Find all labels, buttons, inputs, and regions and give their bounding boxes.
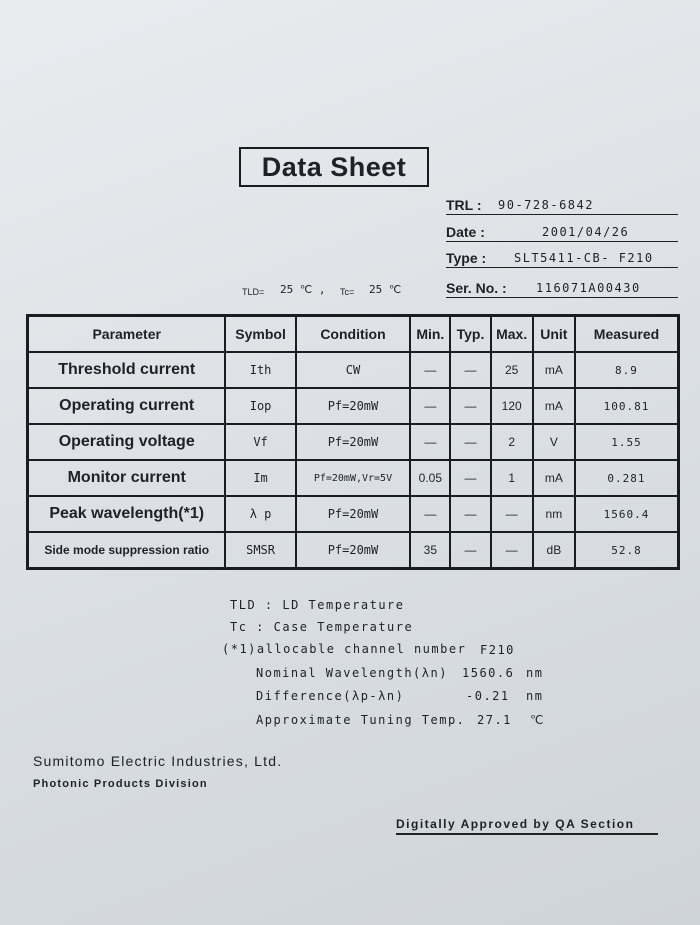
serno-value: 116071A00430: [536, 281, 641, 295]
max-cell: —: [491, 496, 533, 532]
tc-cond-label: Tc=: [340, 287, 355, 297]
note-tld: TLD : LD Temperature: [230, 598, 405, 612]
table-row: [28, 532, 679, 569]
note-tuning-value: 27.1: [477, 713, 512, 727]
min-cell: —: [410, 388, 450, 424]
table-header-row: [28, 316, 679, 353]
measured-cell: 1.55: [575, 424, 679, 460]
tld-cond-label: TLD=: [242, 287, 265, 297]
max-cell: —: [491, 532, 533, 569]
max-cell: 2: [491, 424, 533, 460]
condition-cell: Pf=20mW: [296, 496, 411, 532]
min-cell: 35: [410, 532, 450, 569]
unit-cell: nm: [533, 496, 575, 532]
note-channel-value: F210: [480, 643, 515, 657]
document-title: Data Sheet: [239, 147, 429, 187]
condition-cell: Pf=20mW: [296, 388, 411, 424]
trl-value: 90-728-6842: [498, 198, 594, 212]
min-cell: —: [410, 496, 450, 532]
symbol-cell: λ p: [225, 496, 295, 532]
typ-cell: —: [450, 352, 490, 388]
col-max: Max.: [491, 316, 533, 353]
param-cell: Threshold current: [28, 352, 226, 388]
note-tc: Tc : Case Temperature: [230, 620, 414, 634]
serno-row: [446, 275, 678, 298]
unit-cell: dB: [533, 532, 575, 569]
unit-cell: mA: [533, 460, 575, 496]
col-measured: Measured: [575, 316, 679, 353]
spec-table: [26, 314, 680, 570]
unit-cell: mA: [533, 388, 575, 424]
serno-label: Ser. No. :: [446, 280, 507, 296]
note-channel-label: (*1)allocable channel number: [222, 642, 467, 656]
table-row: [28, 388, 679, 424]
table-row: [28, 352, 679, 388]
symbol-cell: Vf: [225, 424, 295, 460]
table-row: [28, 460, 679, 496]
col-unit: Unit: [533, 316, 575, 353]
max-cell: 120: [491, 388, 533, 424]
col-parameter: Parameter: [28, 316, 226, 353]
max-cell: 25: [491, 352, 533, 388]
tld-cond-value: 25 ℃ ,: [280, 283, 326, 296]
min-cell: —: [410, 424, 450, 460]
param-cell: Monitor current: [28, 460, 226, 496]
symbol-cell: Ith: [225, 352, 295, 388]
symbol-cell: SMSR: [225, 532, 295, 569]
note-diff-value: -0.21: [466, 689, 510, 703]
measured-cell: 52.8: [575, 532, 679, 569]
typ-cell: —: [450, 424, 490, 460]
condition-cell: CW: [296, 352, 411, 388]
param-cell: Peak wavelength(*1): [28, 496, 226, 532]
date-label: Date :: [446, 224, 485, 240]
param-cell: Operating voltage: [28, 424, 226, 460]
table-row: [28, 424, 679, 460]
param-cell: Operating current: [28, 388, 226, 424]
measured-cell: 100.81: [575, 388, 679, 424]
note-nominal-label: Nominal Wavelength(λn): [256, 666, 448, 680]
date-value: 2001/04/26: [542, 225, 630, 239]
company-name: Sumitomo Electric Industries, Ltd.: [33, 753, 283, 769]
type-label: Type :: [446, 250, 487, 266]
trl-label: TRL :: [446, 197, 482, 213]
note-tuning-label: Approximate Tuning Temp.: [256, 713, 466, 727]
typ-cell: —: [450, 388, 490, 424]
typ-cell: —: [450, 460, 490, 496]
approval-stamp: Digitally Approved by QA Section: [396, 817, 658, 835]
condition-cell: Pf=20mW: [296, 424, 411, 460]
note-nominal-unit: nm: [526, 666, 544, 680]
type-value: SLT5411-CB- F210: [514, 251, 654, 265]
measured-cell: 0.281: [575, 460, 679, 496]
table-row: [28, 496, 679, 532]
symbol-cell: Iop: [225, 388, 295, 424]
unit-cell: V: [533, 424, 575, 460]
note-diff-label: Difference(λp-λn): [256, 689, 405, 703]
typ-cell: —: [450, 532, 490, 569]
typ-cell: —: [450, 496, 490, 532]
type-row: [446, 245, 678, 268]
note-tuning-unit: ℃: [530, 713, 545, 727]
max-cell: 1: [491, 460, 533, 496]
symbol-cell: Im: [225, 460, 295, 496]
division-name: Photonic Products Division: [33, 778, 208, 790]
param-cell: Side mode suppression ratio: [28, 532, 226, 569]
col-condition: Condition: [296, 316, 411, 353]
unit-cell: mA: [533, 352, 575, 388]
measured-cell: 1560.4: [575, 496, 679, 532]
col-typ: Typ.: [450, 316, 490, 353]
condition-cell: Pf=20mW,Vr=5V: [296, 460, 411, 496]
tc-cond-value: 25 ℃: [369, 283, 402, 296]
col-symbol: Symbol: [225, 316, 295, 353]
min-cell: 0.05: [410, 460, 450, 496]
date-row: [446, 219, 678, 242]
note-diff-unit: nm: [526, 689, 544, 703]
trl-row: [446, 192, 678, 215]
col-min: Min.: [410, 316, 450, 353]
min-cell: —: [410, 352, 450, 388]
note-nominal-value: 1560.6: [462, 666, 515, 680]
condition-cell: Pf=20mW: [296, 532, 411, 569]
measured-cell: 8.9: [575, 352, 679, 388]
